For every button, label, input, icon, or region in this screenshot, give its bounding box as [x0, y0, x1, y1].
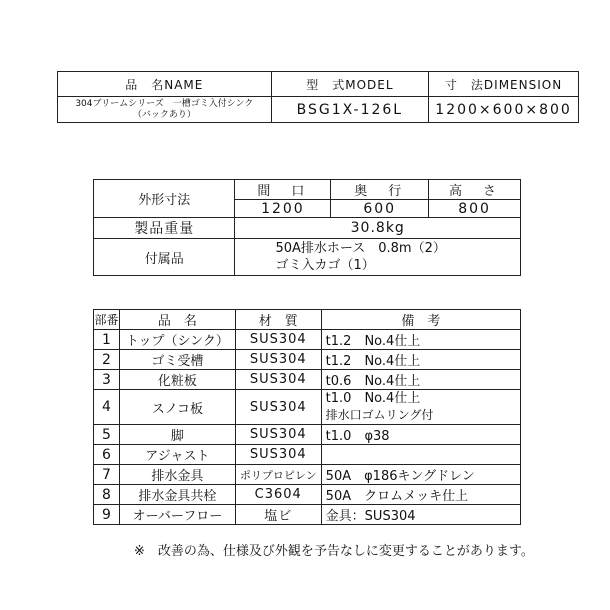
- part-name: トップ（シンク）: [119, 330, 235, 350]
- part-remarks: t1.0 φ38: [321, 425, 520, 445]
- part-no: 5: [94, 425, 120, 445]
- part-name: アジャスト: [119, 445, 235, 465]
- part-remarks: [321, 390, 520, 425]
- outer-dimension-label: 外形寸法: [94, 180, 235, 218]
- part-remarks: 50A φ186キングドレン: [321, 465, 520, 485]
- accessory-basket: ゴミ入カゴ（1）: [275, 258, 375, 273]
- part-name: 化粧板: [119, 370, 235, 390]
- part-no: 3: [94, 370, 120, 390]
- part-name: 排水金具: [119, 465, 235, 485]
- part-remarks-line1: t1.0 No.4仕上: [325, 391, 421, 406]
- table-row: [94, 445, 521, 465]
- product-name-cell: [58, 97, 272, 123]
- depth-header: 奥 行: [331, 180, 429, 200]
- part-material: SUS304: [235, 425, 321, 445]
- part-name: 排水金具共栓: [119, 485, 235, 505]
- part-material: SUS304: [235, 390, 321, 425]
- width-header: 間 口: [235, 180, 331, 200]
- header-dimension: 寸 法DIMENSION: [429, 72, 579, 97]
- weight-label: 製品重量: [94, 218, 235, 239]
- depth-value: 600: [331, 200, 429, 218]
- height-value: 800: [429, 200, 521, 218]
- part-no: 4: [94, 390, 120, 425]
- part-no: 8: [94, 485, 120, 505]
- part-no: 7: [94, 465, 120, 485]
- width-value: 1200: [235, 200, 331, 218]
- table-row: [94, 370, 521, 390]
- part-material: 塩ビ: [235, 505, 321, 525]
- part-material: SUS304: [235, 350, 321, 370]
- part-name: オーバーフロー: [119, 505, 235, 525]
- part-name: スノコ板: [119, 390, 235, 425]
- header-model: 型 式MODEL: [271, 72, 428, 97]
- dimensions-table: [93, 179, 521, 276]
- parts-header-material: 材 質: [235, 310, 321, 330]
- product-model: BSG1X-126L: [271, 97, 428, 123]
- height-header: 高 さ: [429, 180, 521, 200]
- part-remarks: [321, 445, 520, 465]
- product-name-sub: （バックあり）: [132, 109, 196, 120]
- disclaimer-note: ※ 改善の為、仕様及び外観を予告なしに変更することがあります。: [134, 544, 534, 559]
- product-name: 304ブリームシリーズ 一槽ゴミ入付シンク: [75, 98, 254, 109]
- part-no: 1: [94, 330, 120, 350]
- product-dimension: 1200×600×800: [429, 97, 579, 123]
- table-row: [94, 330, 521, 350]
- part-remarks-line2: 排水口ゴムリング付: [325, 408, 434, 422]
- part-material: C3604: [235, 485, 321, 505]
- accessories-value: [235, 239, 521, 276]
- part-no: 6: [94, 445, 120, 465]
- table-row: [94, 350, 521, 370]
- weight-value: 30.8kg: [235, 218, 521, 239]
- part-name: ゴミ受槽: [119, 350, 235, 370]
- part-remarks: t1.2 No.4仕上: [321, 330, 520, 350]
- part-material: SUS304: [235, 445, 321, 465]
- parts-table: [93, 309, 521, 525]
- part-material: SUS304: [235, 370, 321, 390]
- table-row: [94, 425, 521, 445]
- accessory-hose: 50A排水ホース 0.8m（2）: [275, 241, 446, 256]
- part-no: 9: [94, 505, 120, 525]
- parts-header-name: 品 名: [119, 310, 235, 330]
- part-material: SUS304: [235, 330, 321, 350]
- part-no: 2: [94, 350, 120, 370]
- parts-header-remarks: 備 考: [321, 310, 520, 330]
- table-row: [94, 390, 521, 425]
- table-row: [94, 465, 521, 485]
- accessories-label: 付属品: [94, 239, 235, 276]
- table-row: [94, 485, 521, 505]
- part-material: ポリプロピレン: [235, 465, 321, 485]
- parts-header-no: 部番: [94, 310, 120, 330]
- part-remarks: t1.2 No.4仕上: [321, 350, 520, 370]
- part-remarks: 金具：SUS304: [321, 505, 520, 525]
- table-row: [94, 505, 521, 525]
- part-remarks: t0.6 No.4仕上: [321, 370, 520, 390]
- part-remarks: 50A クロムメッキ仕上: [321, 485, 520, 505]
- part-name: 脚: [119, 425, 235, 445]
- spec-table: [57, 71, 579, 123]
- header-name: 品 名NAME: [58, 72, 272, 97]
